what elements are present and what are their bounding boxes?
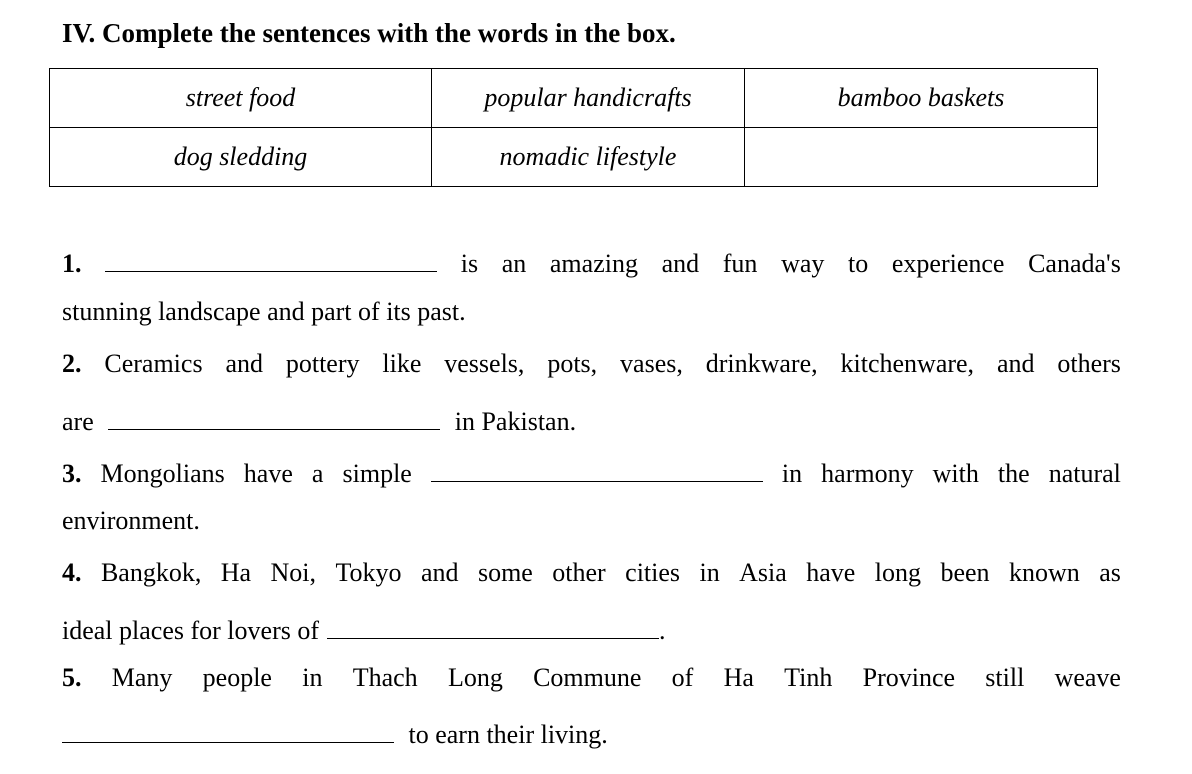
word: vessels,: [444, 349, 525, 378]
word: known: [1008, 558, 1080, 587]
word: Tinh: [784, 663, 833, 692]
word: and: [420, 558, 459, 587]
sentence-2-line-2: [62, 399, 1121, 435]
word-box-cell: popular handicrafts: [432, 69, 745, 128]
word: to: [848, 249, 869, 278]
word-box-cell: street food: [50, 69, 432, 128]
sentence-1-line-1: [62, 241, 1121, 277]
sentence-1-line-2: stunning landscape and part of its past.: [62, 297, 466, 326]
word: and: [996, 349, 1035, 378]
sentence-4-line-2: [62, 608, 1121, 644]
word: drinkware,: [705, 349, 818, 378]
word: Canada's: [1028, 249, 1121, 278]
word: Commune: [533, 663, 642, 692]
sentence-number: 5.: [62, 663, 82, 692]
word-box-cell-empty: [745, 128, 1098, 187]
word: been: [940, 558, 990, 587]
word: people: [202, 663, 272, 692]
word: Many: [111, 663, 173, 692]
word: others: [1057, 349, 1121, 378]
answer-blank-2[interactable]: [108, 399, 440, 430]
word: as: [1099, 558, 1121, 587]
sentence-3-line-2: environment.: [62, 506, 200, 535]
word: is: [460, 249, 479, 278]
word: cities: [625, 558, 681, 587]
sentence-number: 2.: [62, 349, 82, 378]
word: still: [985, 663, 1025, 692]
word-box-cell: dog sledding: [50, 128, 432, 187]
word: vases,: [620, 349, 683, 378]
answer-blank-1[interactable]: [105, 241, 437, 272]
answer-blank-3[interactable]: [431, 451, 763, 482]
sentence-number: 1.: [62, 249, 82, 278]
word: have: [806, 558, 856, 587]
word: weave: [1054, 663, 1121, 692]
word: harmony: [821, 459, 914, 488]
word: and: [661, 249, 700, 278]
sentence-5-line-2: [62, 712, 1121, 748]
word-box-row: [50, 128, 1098, 187]
word: Thach: [352, 663, 418, 692]
sentence-text: in Pakistan.: [454, 407, 577, 436]
word: of: [671, 663, 694, 692]
word: Asia: [739, 558, 787, 587]
sentence-number: 4.: [62, 558, 82, 587]
word-box: [49, 68, 1098, 187]
answer-blank-4[interactable]: [327, 608, 659, 639]
word-box-cell: nomadic lifestyle: [432, 128, 745, 187]
word: have: [243, 459, 293, 488]
word: Mongolians: [100, 459, 225, 488]
answer-blank-5[interactable]: [62, 712, 394, 743]
word: Ceramics: [104, 349, 203, 378]
sentence-2-line-1: [62, 346, 1121, 382]
word: in: [699, 558, 720, 587]
word-box-cell: bamboo baskets: [745, 69, 1098, 128]
sentence-text: .: [659, 616, 666, 645]
sentence-3-line-1: [62, 451, 1121, 487]
word: some: [477, 558, 533, 587]
word: Province: [862, 663, 956, 692]
sentence-4-line-1: [62, 555, 1121, 591]
word: Tokyo: [335, 558, 402, 587]
sentence-text: to earn their living.: [408, 720, 608, 749]
word: pots,: [547, 349, 598, 378]
word: Noi,: [270, 558, 317, 587]
word: simple: [342, 459, 412, 488]
word: fun: [722, 249, 758, 278]
word: experience: [891, 249, 1005, 278]
word: in: [302, 663, 323, 692]
word: with: [932, 459, 979, 488]
word-box-row: [50, 69, 1098, 128]
word: Ha: [723, 663, 754, 692]
sentence-number: 3.: [62, 459, 82, 488]
word: Long: [447, 663, 503, 692]
word: long: [874, 558, 922, 587]
exercise-title: IV. Complete the sentences with the words in the box.: [62, 18, 676, 48]
word: and: [225, 349, 263, 378]
word: way: [781, 249, 825, 278]
word: the: [997, 459, 1030, 488]
word: an: [501, 249, 527, 278]
sentence-text: are: [62, 407, 94, 436]
word: pottery: [285, 349, 360, 378]
word: amazing: [549, 249, 638, 278]
word: Ha: [220, 558, 252, 587]
word: in: [781, 459, 803, 488]
word: like: [382, 349, 422, 378]
word: kitchenware,: [840, 349, 975, 378]
word: Bangkok,: [100, 558, 202, 587]
sentence-text: ideal places for lovers of: [62, 616, 320, 645]
sentence-5-line-1: [62, 660, 1121, 696]
word: natural: [1048, 459, 1121, 488]
word: other: [552, 558, 606, 587]
word: a: [311, 459, 324, 488]
